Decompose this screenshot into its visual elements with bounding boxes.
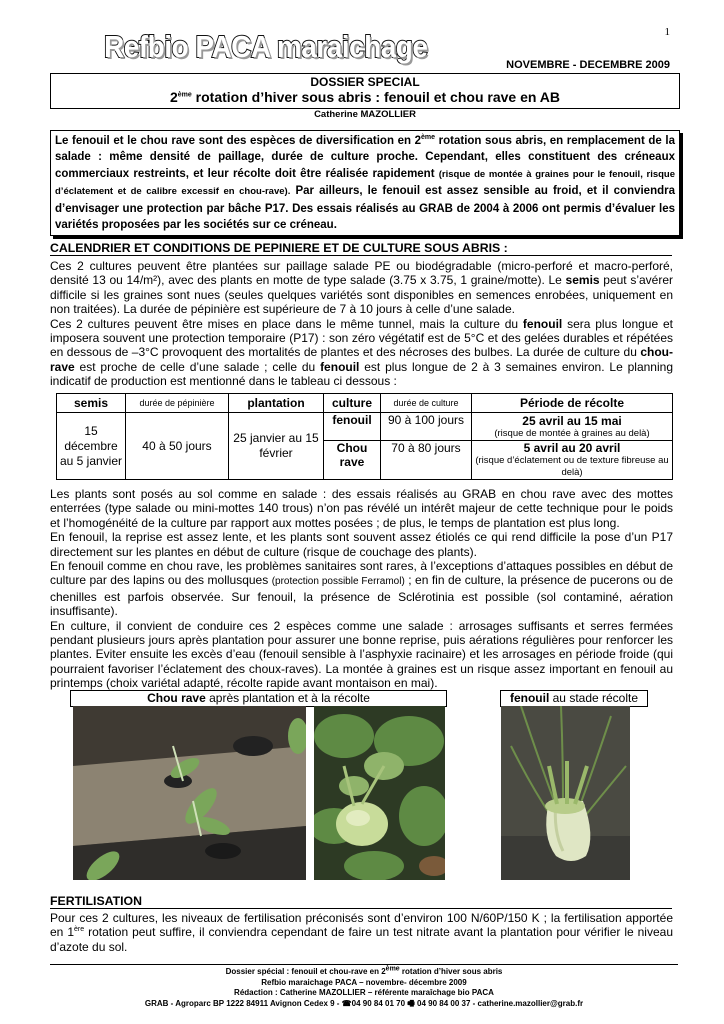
cell-plantation: 25 janvier au 15 février bbox=[229, 413, 324, 480]
cell-duree-culture: 90 à 100 jours bbox=[381, 413, 472, 441]
dossier-box bbox=[50, 73, 680, 109]
section-fertilisation bbox=[50, 894, 672, 909]
footer bbox=[50, 964, 678, 1009]
photo-fenouil-recolte bbox=[501, 706, 630, 880]
footer-line-1: Dossier spécial : fenouil et chou-rave en 2ème rotation d’hiver sous abris bbox=[225, 965, 503, 976]
planning-table bbox=[56, 393, 673, 480]
th-semis: semis bbox=[57, 394, 126, 413]
brand-title: Refbio PACA maraichage bbox=[104, 29, 428, 64]
dossier-title: 2ème rotation d’hiver sous abris : fenouil et chou rave en AB bbox=[169, 89, 561, 105]
cell-culture: fenouil bbox=[324, 413, 381, 441]
th-duree-pepiniere: durée de pépinière bbox=[126, 394, 229, 413]
section-heading-calendrier: CALENDRIER ET CONDITIONS DE PEPINIERE ET DE CULTURE SOUS ABRIS : bbox=[50, 241, 672, 256]
footer-contact: GRAB - Agroparc BP 1222 84911 Avignon Cedex 9 - ☎04 90 84 01 70 🖷 04 90 84 00 37 - catherine.mazollier@grab.fr bbox=[144, 998, 584, 1008]
issue-date: NOVEMBRE - DECEMBRE 2009 bbox=[506, 59, 670, 71]
section-calendrier bbox=[50, 241, 672, 256]
footer-line-3: Rédaction : Catherine MAZOLLIER – référente maraîchage bio PACA bbox=[234, 988, 494, 997]
section-heading-fertilisation: FERTILISATION bbox=[50, 894, 672, 909]
cell-periode: 25 avril au 15 mai (risque de montée à graines au delà) bbox=[472, 413, 673, 441]
cell-periode: 5 avril au 20 avril (risque d’éclatement ou de texture fibreuse au delà) bbox=[472, 441, 673, 480]
page-number: 1 bbox=[664, 26, 670, 38]
author: Catherine MAZOLLIER bbox=[314, 109, 416, 120]
th-duree-culture: durée de culture bbox=[381, 394, 472, 413]
caption-fenouil: fenouil au stade récolte bbox=[500, 690, 648, 707]
culture-text: Les plants sont posés au sol comme en salade : des essais réalisés au GRAB en chou rave avec des mottes enterrées (type salade ou mini-mottes 140 trous) n’on pas révélé un intérêt majeur de cette technique pour le poids et l’homogénéité de la culture par rapport aux mottes posées ; de plus, le temps de plantation est plus long. En fenouil, la reprise est assez lente, et les plants sont souvent assez étiolés ce qui rend difficile la pose d’un P17 directement sur les plantes en début de culture (risque de couchage des plants). En fenouil comme en chou rave, les problèmes sanitaires sont rares, à l’exceptions d’attaques possibles en début de culture par des lapins ou des mollusques (protection possible Ferramol) ; en fin de culture, la présence de pucerons ou de chenilles est parfois observée. Sur fenouil, la présence de Sclérotinia est possible (sol contaminé, aération insuffisante). En culture, il convient de conduire ces 2 espèces comme une salade : arrosages suffisants et serres fermées pendant plusieurs jours après plantation pour assurer une bonne reprise, puis aérations régulières pour renforcer les plantes. Eviter ensuite les excès d’eau (fenouil sensible à l’asphyxie racinaire) et les arrosages en période froide (qui pourraient favoriser l’éclatement des choux-raves). La montée à graines est un risque assez important en fenouil au printemps (choix variétal adapté, récolte rapide avant montaison en mai). bbox=[50, 487, 674, 691]
cell-duree-pepiniere: 40 à 50 jours bbox=[126, 413, 229, 480]
footer-line-2: Refbio maraichage PACA – novembre- décembre 2009 bbox=[261, 977, 467, 987]
cell-duree-culture: 70 à 80 jours bbox=[381, 441, 472, 480]
photo-chou-rave-recolte bbox=[314, 706, 445, 880]
fertilisation-text: Pour ces 2 cultures, les niveaux de fertilisation préconisés sont d’environ 100 N/60P/150 K ; la fertilisation apportée en 1ère rotation peut suffire, il conviendra cependant de faire un test nitrate avant la plantation pour vérifier le niveau d’azote du sol. bbox=[50, 911, 673, 954]
cell-culture: Chou rave bbox=[324, 441, 381, 480]
photo-chou-rave-plantation bbox=[73, 706, 306, 880]
calendrier-text: Ces 2 cultures peuvent être plantées sur paillage salade PE ou biodégradable (micro-perforé et macro-perforé, densité 13 ou 14/m²), avec des plants en motte de type salade (3.75 x 3.75, 1 graine/motte). Le semis peut s’avérer difficile si les graines sont nues (seules quelques variétés sont disponibles en semences enrobées, uniquement en non traitées). La durée de pépinière est supérieure de 7 à 10 jours à celle d’une salade. Ces 2 cultures peuvent être mises en place dans le même tunnel, mais la culture du fenouil sera plus longue et imposera souvent une protection temporaire (P17) : son zéro végétatif est de 5°C et des gelées durables et répétées en dessous de –3°C provoquent des mortalités de plantes et des nécroses des bulbes. La durée de culture du chou-rave est proche de celle d’une salade ; celle du fenouil est plus longue de 2 à 3 semaines environ. Le planning indicatif de production est mentionné dans le tableau ci dessous : bbox=[50, 259, 674, 389]
cell-semis: 15 décembre au 5 janvier bbox=[57, 413, 126, 480]
caption-chou-rave: Chou rave après plantation et à la récolte bbox=[70, 690, 447, 707]
intro-box: Le fenouil et le chou rave sont des espèces de diversification en 2ème rotation sous abris, en remplacement de la salade : même densité de paillage, durée de culture proche. Cependant, elles constituent des créneaux commerciaux restreints, et leur récolte doit être réalisée rapidement (risque de montée à graines pour le fenouil, risque d’éclatement et de calibre excessif en chou-rave). Par ailleurs, le fenouil est assez sensible au froid, et il conviendra d’envisager une protection par bâche P17. Des essais réalisés au GRAB de 2004 à 2006 ont permis d’évaluer les variétés proposées par les sociétés sur ce créneau. bbox=[50, 130, 680, 236]
th-culture: culture bbox=[324, 394, 381, 413]
dossier-label: DOSSIER SPECIAL bbox=[310, 75, 420, 89]
th-periode: Période de récolte bbox=[472, 394, 673, 413]
th-plantation: plantation bbox=[229, 394, 324, 413]
